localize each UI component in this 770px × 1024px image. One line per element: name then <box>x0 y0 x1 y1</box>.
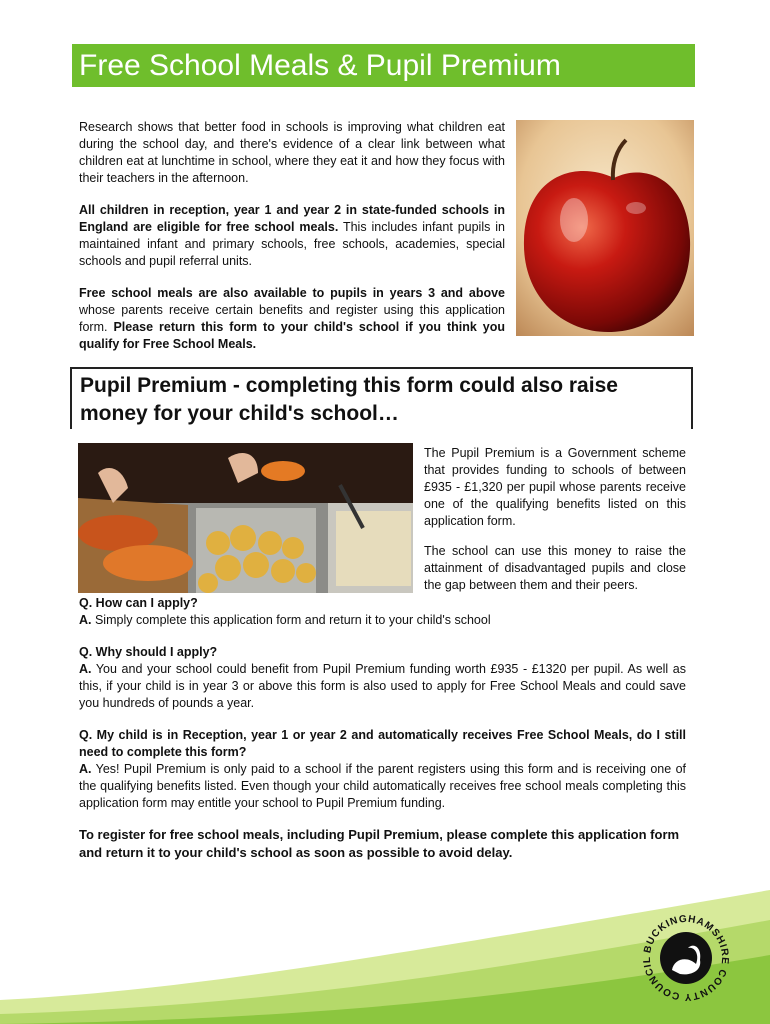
intro-bold-eligibility: All children in reception, year 1 and year 2 in state-funded schools in England are eligible for free school meals. <box>79 203 505 234</box>
food-tray-icon <box>78 443 413 593</box>
faq-item-apply <box>79 595 686 629</box>
intro-paragraph-1 <box>79 119 505 187</box>
faq-question: Q. My child is in Reception, year 1 or year 2 and automatically receives Free School Meals, do I still need to complete this form? <box>79 728 686 759</box>
intro-paragraph-3 <box>79 285 505 353</box>
intro-bold-return: Please return this form to your child's school if you think you qualify for Free School Meals. <box>79 320 506 351</box>
intro-bold-years: Free school meals are also available to pupils in years 3 and above <box>79 286 505 300</box>
logo-text: BUCKINGHAMSHIRE COUNTY COUNCIL <box>641 913 731 1003</box>
intro-text-2: This includes infant pupils in maintained infant and primary schools, free schools, academies, special schools and pupil referral units. <box>79 220 505 268</box>
page-title: Free School Meals & Pupil Premium <box>79 49 561 82</box>
intro-paragraph-2 <box>79 202 505 270</box>
faq-question: Q. Why should I apply? <box>79 645 218 659</box>
pupil-premium-heading: Pupil Premium - completing this form could also raise money for your child's school… <box>80 374 618 425</box>
pupil-premium-box <box>70 367 693 429</box>
apple-photo <box>516 120 694 336</box>
footer-note: To register for free school meals, including Pupil Premium, please complete this application form and return it to your child's school as soon as possible to avoid delay. <box>79 827 680 860</box>
swan-icon <box>636 908 736 1008</box>
intro-text-3: whose parents receive certain benefits and register using this application form. <box>79 303 505 334</box>
pupil-premium-text-2: The school can use this money to raise the attainment of disadvantaged pupils and close the gap between them and their peers. <box>424 544 686 592</box>
faq-answer: Yes! Pupil Premium is only paid to a school if the parent registers using this form and is receiving one of the qualifying benefits listed. Even though your child automatically receives free school meals completing this application form may entitle your school to Pupil Premium funding. <box>79 762 686 810</box>
school-food-photo <box>78 443 413 593</box>
faq-answer-label: A. <box>79 762 92 776</box>
pupil-premium-text-1: The Pupil Premium is a Government scheme that provides funding to schools of between £935 - £1,320 per pupil whose parents receive one of the qualifying benefits listed on this application form. <box>424 446 686 528</box>
council-logo <box>636 908 736 1008</box>
faq-answer-label: A. <box>79 662 92 676</box>
faq-answer: You and your school could benefit from Pupil Premium funding worth £935 - £1320 per pupil. As well as this, if your child is in year 3 or above this form is also used to apply for Free School Meals and could save you hundreds of pounds a year. <box>79 662 686 710</box>
intro-text-1: Research shows that better food in schools is improving what children eat during the school day, and there's evidence of a clear link between what children eat at lunchtime in school, where they eat it and how they focus with their teachers in the afternoon. <box>79 120 505 185</box>
faq-question: Q. How can I apply? <box>79 596 198 610</box>
faq-answer-label: A. <box>79 613 92 627</box>
faq-item-reception <box>79 727 686 812</box>
apple-icon <box>516 120 694 336</box>
faq-answer: Simply complete this application form and return it to your child's school <box>91 613 491 627</box>
faq-item-why <box>79 644 686 712</box>
title-banner <box>72 44 695 87</box>
